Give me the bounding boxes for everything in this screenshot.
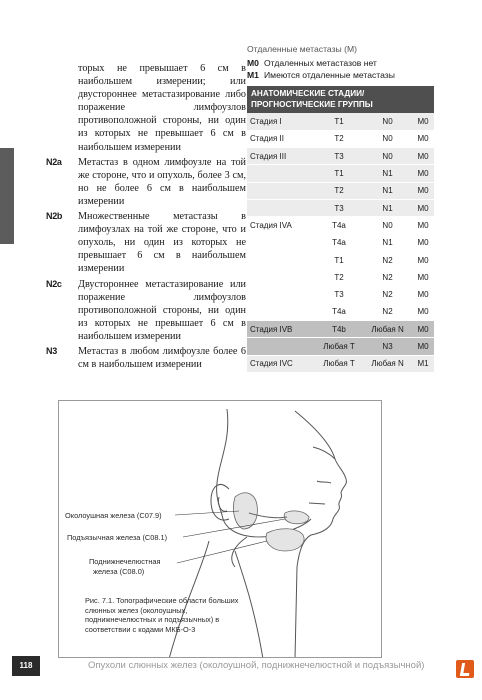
stage-row — [247, 269, 434, 286]
m-cell: M0 — [412, 148, 434, 165]
t-cell: T4b — [315, 321, 363, 338]
n-category-description: Метастаз в любом лимфоузле более 6 см в наибольшем измерении — [78, 345, 246, 371]
n-cell: N0 — [363, 130, 412, 147]
n-category-entry — [46, 210, 246, 275]
stage-cell — [247, 199, 315, 216]
page-footer — [0, 656, 482, 676]
m-cell: M0 — [412, 165, 434, 182]
m-cell: M0 — [412, 338, 434, 355]
stage-row — [247, 251, 434, 268]
n-category-code: N2b — [46, 211, 63, 222]
metastases-and-stages-column — [247, 44, 434, 373]
n-category-description: Двустороннее метастазирование или поражение лимфоузлов противоположной стороны, ни один из которых не превышает 6 см в наибольшем измерении — [78, 278, 246, 342]
t-cell: T4a — [315, 234, 363, 251]
m-cell: M0 — [412, 234, 434, 251]
stage-table — [247, 86, 434, 373]
n-cell: N0 — [363, 148, 412, 165]
figure-caption: Рис. 7.1. Топографические области больших слюнных желез (околоушных, поднижнечелюстных и подъязычных) в соответствии с кодами МКБ-О-3 — [85, 596, 239, 634]
stage-cell: Стадия II — [247, 130, 315, 147]
stage-row — [247, 113, 434, 130]
stage-row — [247, 148, 434, 165]
m-cell: M0 — [412, 199, 434, 216]
n-cell: N3 — [363, 338, 412, 355]
stage-row — [247, 321, 434, 338]
m-cell: M0 — [412, 286, 434, 303]
t-cell: T4a — [315, 217, 363, 234]
m-cell: M1 — [412, 355, 434, 372]
n-category-description: Метастаз в одном лимфоузле на той же стороне, что и опухоль, более 3 см, но не более 6 см в наибольшем измерении — [78, 156, 246, 207]
stage-cell — [247, 182, 315, 199]
n-cell: Любая N — [363, 321, 412, 338]
stage-cell: Стадия IVC — [247, 355, 315, 372]
figure-salivary-glands — [58, 400, 382, 658]
t-cell: T3 — [315, 199, 363, 216]
metastasis-code: M0 — [247, 58, 259, 68]
n-cell: N0 — [363, 113, 412, 130]
m-cell: M0 — [412, 217, 434, 234]
metastasis-code: M1 — [247, 70, 259, 80]
stage-row — [247, 182, 434, 199]
t-cell: T1 — [315, 113, 363, 130]
n-cell: Любая N — [363, 355, 412, 372]
stage-row — [247, 130, 434, 147]
stage-cell: Стадия III — [247, 148, 315, 165]
n-category-list — [46, 156, 246, 372]
stage-cell — [247, 269, 315, 286]
stage-cell — [247, 251, 315, 268]
n-category-entry — [46, 156, 246, 208]
t-cell: T2 — [315, 182, 363, 199]
stage-cell: Стадия IVB — [247, 321, 315, 338]
n-category-code: N3 — [46, 345, 57, 356]
page-number: 118 — [12, 656, 40, 676]
stage-cell — [247, 165, 315, 182]
t-cell: T2 — [315, 130, 363, 147]
stage-row — [247, 338, 434, 355]
chapter-side-tab — [0, 148, 14, 244]
n-cell: N2 — [363, 303, 412, 320]
stage-cell — [247, 338, 315, 355]
n-cell: N2 — [363, 269, 412, 286]
metastasis-label: Имеются отдаленные метастазы — [264, 70, 395, 80]
m-cell: M0 — [412, 113, 434, 130]
stage-row — [247, 199, 434, 216]
m-cell: M0 — [412, 130, 434, 147]
t-cell: T3 — [315, 286, 363, 303]
metastasis-label: Отдаленных метастазов нет — [264, 58, 377, 68]
parotid-gland-label: Околоушная железа (C07.9) — [65, 511, 162, 520]
metastasis-item — [247, 69, 434, 81]
stage-cell: Стадия I — [247, 113, 315, 130]
metastases-heading: Отдаленные метастазы (М) — [247, 44, 357, 54]
n-cell: N1 — [363, 165, 412, 182]
stage-row — [247, 303, 434, 320]
n-category-code: N2a — [46, 156, 62, 167]
t-cell: Любая T — [315, 338, 363, 355]
stage-cell — [247, 303, 315, 320]
stage-row — [247, 355, 434, 372]
stage-table-header: АНАТОМИЧЕСКИЕ СТАДИИ/ ПРОГНОСТИЧЕСКИЕ ГРУППЫ — [247, 86, 434, 113]
n-category-description: Множественные метастазы в лимфоузлах на той же стороне, что и опухоль, ни один из которых не превышает 6 см в наибольшем измерении — [78, 211, 246, 275]
n-category-entry — [46, 345, 246, 371]
stage-row — [247, 234, 434, 251]
n-category-code: N2c — [46, 278, 62, 289]
metastasis-item — [247, 57, 434, 69]
m-cell: M0 — [412, 321, 434, 338]
m-cell: M0 — [412, 269, 434, 286]
t-cell: T1 — [315, 165, 363, 182]
stage-cell — [247, 286, 315, 303]
submandibular-gland-label-line2: железа (C08.0) — [93, 567, 145, 576]
stage-cell: Стадия IVA — [247, 217, 315, 234]
stage-row — [247, 286, 434, 303]
continuation-paragraph: торых не превышает 6 см в наибольшем измерении; или двустороннее метастазирование либо поражение лимфоузлов противоположной стороны, ни один из которых не превышает 6 см в наибольшем измерении — [78, 63, 246, 153]
submandibular-gland-label-line1: Поднижнечелюстная — [89, 557, 161, 566]
n-cell: N0 — [363, 217, 412, 234]
running-title: Опухоли слюнных желез (околоушной, поднижнечелюстной и подъязычной) — [88, 660, 425, 671]
stage-row — [247, 217, 434, 234]
t-cell: T3 — [315, 148, 363, 165]
n-cell: N1 — [363, 182, 412, 199]
n-cell: N1 — [363, 199, 412, 216]
watermark-logo-icon — [456, 660, 474, 678]
stage-cell — [247, 234, 315, 251]
metastases-list — [247, 57, 434, 81]
t-cell: Любая T — [315, 355, 363, 372]
n-category-entry — [46, 278, 246, 343]
n-cell: N2 — [363, 251, 412, 268]
n-classification-column — [46, 62, 246, 371]
n-cell: N2 — [363, 286, 412, 303]
m-cell: M0 — [412, 182, 434, 199]
sublingual-gland-label: Подъязычная железа (C08.1) — [67, 533, 168, 542]
t-cell: T2 — [315, 269, 363, 286]
m-cell: M0 — [412, 303, 434, 320]
m-cell: M0 — [412, 251, 434, 268]
n-cell: N1 — [363, 234, 412, 251]
t-cell: T4a — [315, 303, 363, 320]
stage-row — [247, 165, 434, 182]
t-cell: T1 — [315, 251, 363, 268]
